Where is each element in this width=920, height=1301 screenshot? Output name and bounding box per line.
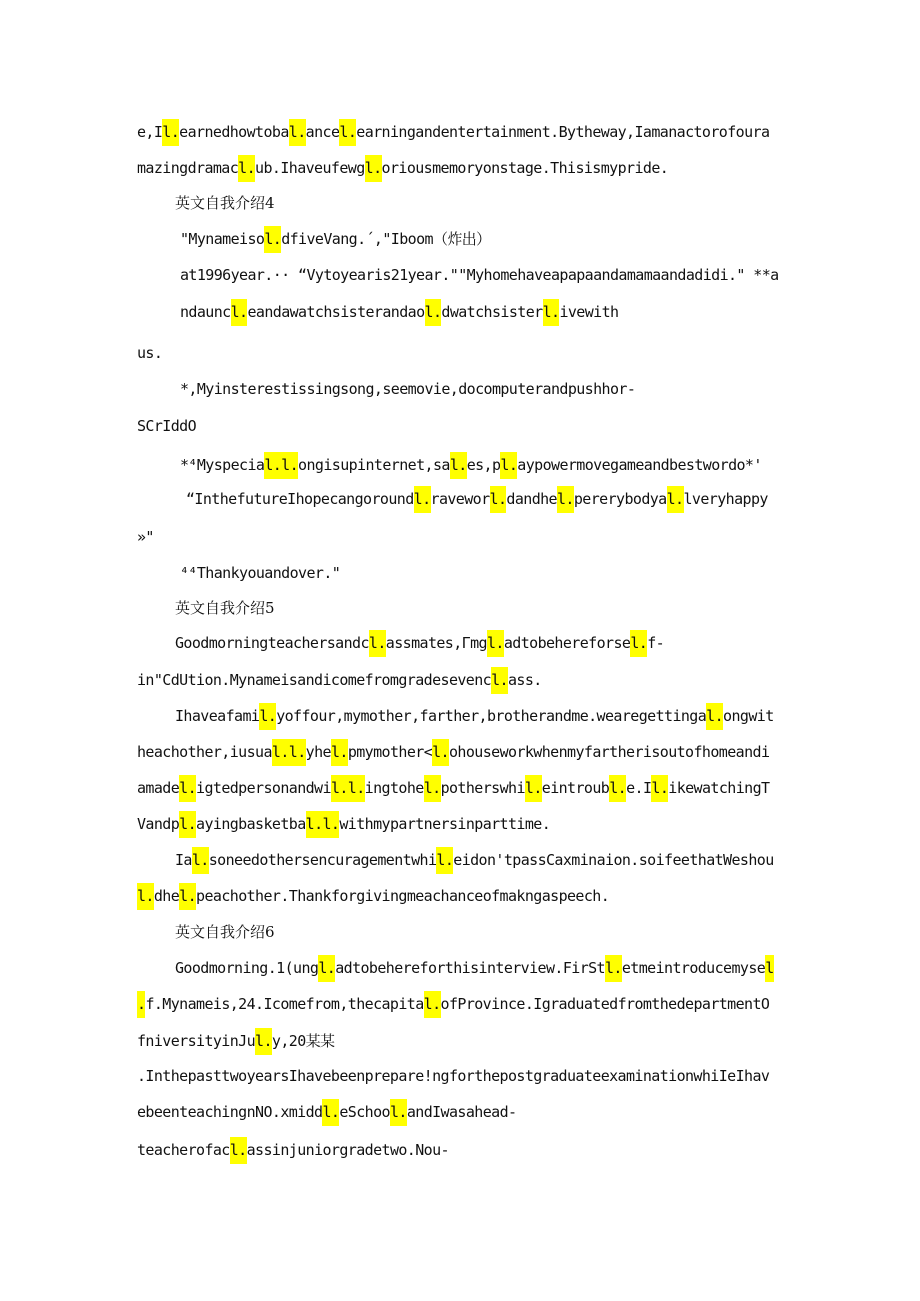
- text-run: 英文自我介绍4: [175, 194, 275, 212]
- text-run: yhe: [305, 743, 331, 761]
- text-run: ingtohe: [364, 779, 424, 797]
- text-run: eidon'tpassCaxminaion.soifeethatWeshou: [453, 851, 774, 869]
- highlight-mark: l.: [339, 119, 356, 146]
- text-run: ivewith: [559, 303, 619, 321]
- highlight-mark: l.: [365, 155, 382, 182]
- highlight-mark: l.: [318, 955, 335, 982]
- text-line: [137, 119, 769, 145]
- text-run: oriousmemoryonstage.Thisismypride.: [381, 159, 669, 177]
- highlight-mark: l: [765, 955, 773, 982]
- text-run: ndaunc: [180, 303, 231, 321]
- text-run: aypowermovegameandbestwordo*': [517, 456, 762, 474]
- text-run: ohouseworkwhenmyfartherisoutofhomeandi: [449, 743, 770, 761]
- text-line: [175, 955, 774, 981]
- text-run: earnedhowtoba: [179, 123, 289, 141]
- text-line: [137, 1099, 516, 1125]
- text-run: 英文自我介绍6: [175, 923, 275, 941]
- text-line: [137, 667, 542, 693]
- text-run: Ihaveafami: [175, 707, 260, 725]
- text-run: withmypartnersinparttime.: [339, 815, 551, 833]
- text-line: [137, 991, 769, 1017]
- text-line: [137, 413, 196, 439]
- text-run: 英文自我介绍5: [175, 599, 275, 617]
- highlight-mark: l.: [424, 775, 441, 802]
- highlight-mark: l.: [331, 739, 348, 766]
- text-line: [186, 486, 768, 512]
- text-run: heachother,iusua: [137, 743, 272, 761]
- highlight-mark: l.: [137, 883, 154, 910]
- highlight-mark: l.l.: [331, 775, 365, 802]
- text-run: getting: [638, 707, 698, 725]
- text-run: SCrIddO: [137, 417, 197, 435]
- text-run: andIwasahead-: [406, 1103, 517, 1121]
- text-run: y,20某某: [271, 1032, 335, 1050]
- text-run: f.Mynameis,24.Icomefrom,thecapita: [145, 995, 424, 1013]
- highlight-mark: l.: [525, 775, 542, 802]
- text-run: ance: [305, 123, 340, 141]
- text-run: ayingbasketba: [196, 815, 306, 833]
- text-run: adtobehereforthisinterview.FirSt: [335, 959, 605, 977]
- text-line: [137, 340, 162, 366]
- text-line: [137, 1137, 449, 1163]
- text-run: ikewatchingT: [668, 779, 770, 797]
- highlight-mark: l.: [630, 630, 647, 657]
- highlight-mark: l.: [264, 226, 281, 253]
- text-run: e,I: [137, 123, 163, 141]
- highlight-mark: l.: [162, 119, 179, 146]
- text-run: dwatchsister: [441, 303, 543, 321]
- text-run: Ia: [175, 851, 192, 869]
- highlight-mark: l.: [259, 703, 276, 730]
- section-heading: [175, 190, 275, 216]
- highlight-mark: l.: [609, 775, 626, 802]
- highlight-mark: l.: [651, 775, 668, 802]
- text-run: dhe: [153, 887, 180, 905]
- text-run: assinjuniorgradetwo.Nou-: [246, 1141, 449, 1159]
- highlight-mark: l.: [192, 847, 209, 874]
- text-run: mazingdramac: [137, 159, 239, 177]
- highlight-mark: l.l.: [264, 452, 298, 479]
- highlight-mark: l.: [230, 1137, 247, 1164]
- text-run: pothersw: [440, 779, 509, 797]
- highlight-mark: l.: [231, 299, 248, 326]
- text-run: eandawatchsisterandao: [247, 303, 425, 321]
- highlight-mark: .: [137, 991, 145, 1018]
- text-run: eintroub: [541, 779, 610, 797]
- highlight-mark: l.: [179, 811, 196, 838]
- highlight-mark: l.: [390, 1099, 407, 1126]
- text-run: in"CdUtion.Mynameisandicomefromgradesevenc: [137, 671, 492, 689]
- highlight-mark: l.: [667, 486, 684, 513]
- highlight-mark: l.l.: [306, 811, 340, 838]
- text-line: [137, 155, 668, 181]
- text-run: ⁴⁴Thankyouandover.": [180, 564, 341, 582]
- highlight-mark: l.: [414, 486, 431, 513]
- section-heading: [175, 919, 275, 945]
- text-run: us.: [137, 344, 163, 362]
- text-run: assmates,Γmg: [385, 634, 487, 652]
- text-line: [137, 883, 609, 909]
- text-run: soneedothersencuragementwhi: [208, 851, 437, 869]
- text-line: [137, 1028, 334, 1054]
- text-run: "Mynameiso: [180, 230, 265, 248]
- text-run: at1996year.·· “Vytoyearis21year.""Myhomehaveapapaandamamaandadidi." **a: [180, 266, 779, 284]
- text-run: yoffour,mymother,farther,brotherandme.weare: [276, 707, 639, 725]
- highlight-mark: l.: [322, 1099, 339, 1126]
- text-run: *,Myinsterestissingsong,seemovie,docomputerandpushhor-: [180, 380, 636, 398]
- section-heading: [175, 595, 275, 621]
- text-run: etmeintroducemyse: [621, 959, 766, 977]
- text-run: lveryhappy: [683, 490, 768, 508]
- text-run: e.I: [626, 779, 652, 797]
- text-line: [180, 376, 635, 402]
- text-run: hi: [508, 779, 525, 797]
- text-run: peachother.Thankforgivingmeachanceofmakngaspeech.: [196, 887, 610, 905]
- highlight-mark: l.: [500, 452, 517, 479]
- highlight-mark: l.: [255, 1028, 272, 1055]
- text-run: pmymother<: [347, 743, 433, 761]
- text-run: earningandentertainment.Bytheway,Iamanactorofoura: [356, 123, 770, 141]
- text-line: [180, 560, 340, 586]
- text-run: ongwit: [723, 707, 774, 725]
- highlight-mark: l.: [543, 299, 560, 326]
- text-run: Goodmorning.1(ung: [175, 959, 319, 977]
- text-line: [175, 630, 664, 656]
- text-run: ravewor: [430, 490, 490, 508]
- text-run: f-: [647, 634, 665, 652]
- highlight-mark: l.: [238, 155, 255, 182]
- highlight-mark: l.: [179, 883, 196, 910]
- text-run: amade: [137, 779, 180, 797]
- highlight-mark: l.: [450, 452, 467, 479]
- text-run: Vandp: [137, 815, 180, 833]
- text-line: [180, 452, 762, 478]
- text-line: [175, 847, 774, 873]
- text-line: [137, 775, 769, 801]
- highlight-mark: l.: [487, 630, 504, 657]
- text-line: [175, 703, 774, 729]
- text-run: ongisupinternet,sa: [298, 456, 450, 474]
- text-run: pererybodya: [573, 490, 667, 508]
- text-line: [180, 299, 618, 325]
- text-run: »": [137, 528, 154, 546]
- text-run: .InthepasttwoyearsIhavebeenprepare!ngforthepostgraduateexaminationwhiIeIhav: [137, 1067, 770, 1085]
- text-run: fniversityinJu: [137, 1032, 256, 1050]
- text-line: [137, 739, 769, 765]
- text-run: ass.: [507, 671, 542, 689]
- text-run: adtobehereforse: [503, 634, 631, 652]
- highlight-mark: l.: [436, 847, 453, 874]
- text-run: a: [697, 707, 707, 725]
- text-run: eSchoo: [339, 1103, 390, 1121]
- highlight-mark: l.: [424, 991, 441, 1018]
- text-line: [137, 811, 550, 837]
- text-run: es,p: [466, 456, 501, 474]
- text-line: [180, 226, 491, 252]
- text-line: [137, 1063, 769, 1089]
- text-run: ebeenteachingnNO.xmidd: [137, 1103, 323, 1121]
- text-run: dfiveVang.´,"Iboom（炸出）: [281, 230, 491, 248]
- highlight-mark: l.: [425, 299, 442, 326]
- text-run: *⁴Myspecia: [180, 456, 265, 474]
- highlight-mark: l.: [605, 955, 622, 982]
- text-run: dandhe: [506, 490, 557, 508]
- highlight-mark: l.: [706, 703, 723, 730]
- text-run: “InthefutureIhopecangoround: [186, 490, 414, 508]
- highlight-mark: l.l.: [272, 739, 306, 766]
- text-line: [180, 262, 779, 288]
- text-run: teacherofac: [137, 1141, 230, 1159]
- text-run: igtedpersonandwi: [196, 779, 331, 797]
- text-line: [137, 524, 154, 550]
- highlight-mark: l.: [490, 486, 507, 513]
- highlight-mark: l.: [289, 119, 306, 146]
- highlight-mark: l.: [369, 630, 386, 657]
- highlight-mark: l.: [491, 667, 508, 694]
- highlight-mark: l.: [179, 775, 196, 802]
- text-run: ub.Ihaveufewg: [255, 159, 365, 177]
- text-run: ofProvince.IgraduatedfromthedepartmentO: [440, 995, 770, 1013]
- text-run: Goodmorningteachersandc: [175, 634, 369, 652]
- highlight-mark: l.: [557, 486, 574, 513]
- highlight-mark: l.: [432, 739, 449, 766]
